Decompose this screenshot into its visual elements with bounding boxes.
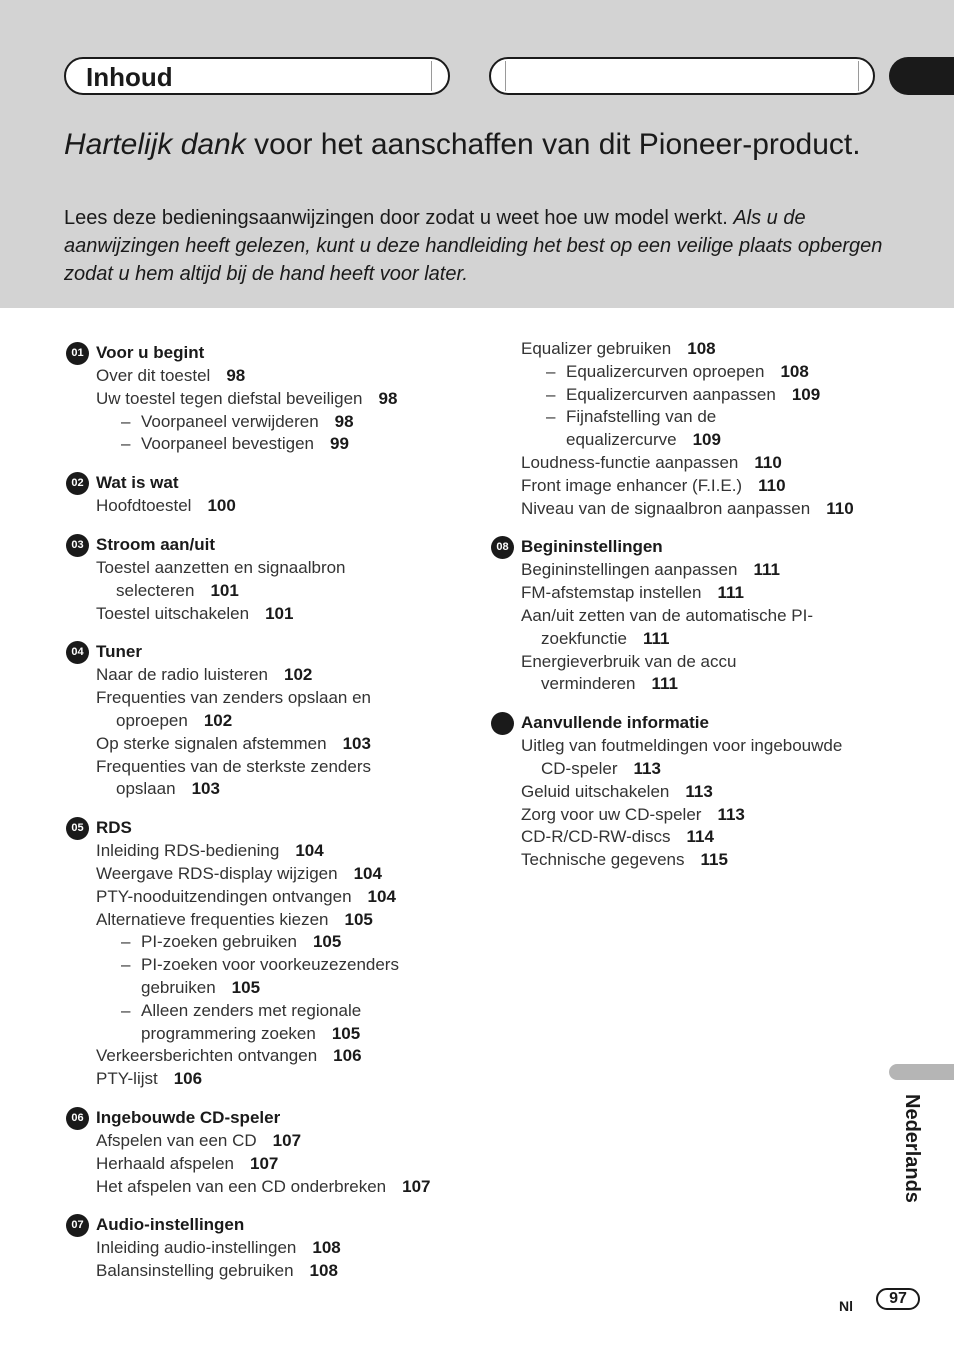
toc-entry[interactable]: Herhaald afspelen 107 (96, 1153, 279, 1173)
page-ref: 110 (754, 452, 782, 472)
toc-entry[interactable]: Frequenties van zenders opslaan en oproepen 102 (96, 688, 372, 730)
page-ref: 98 (226, 366, 246, 385)
toc-entry[interactable]: Equalizer gebruiken 108 (521, 339, 716, 358)
page-ref: 99 (329, 434, 349, 454)
toc-entry[interactable]: Weergave RDS-display wijzigen 104 (96, 863, 382, 883)
section-number-badge: 08 (491, 536, 514, 559)
page-ref: 104 (295, 841, 324, 861)
page-ref: 106 (173, 1069, 203, 1089)
section-number-badge: 04 (66, 641, 89, 664)
toc-section-07 (66, 1210, 486, 1283)
page-ref: 107 (402, 1176, 431, 1196)
toc-entry[interactable]: PTY-lijst 106 (96, 1069, 203, 1089)
toc-section-03 (66, 530, 486, 625)
blank-tab (489, 57, 875, 95)
page-ref: 108 (309, 1261, 338, 1281)
toc-subentry[interactable]: – Equalizercurven aanpassen 109 (521, 384, 911, 407)
page-ref: 105 (231, 977, 261, 997)
toc-entry[interactable]: Begininstellingen aanpassen 111 (521, 560, 780, 580)
dash-bullet: – (121, 1000, 131, 1020)
section-tab (64, 57, 450, 95)
section-number-badge: 06 (66, 1107, 89, 1130)
page-ref: 113 (633, 758, 661, 778)
dash-bullet: – (121, 932, 131, 952)
section-number-badge: 01 (66, 342, 89, 365)
toc-entry[interactable]: Afspelen van een CD 107 (96, 1130, 302, 1150)
page-ref: 102 (283, 665, 313, 685)
toc-section-06 (66, 1103, 486, 1198)
toc-section-07-continued (491, 338, 911, 520)
section-title[interactable]: Tuner (96, 642, 142, 662)
page-ref: 105 (331, 1023, 361, 1043)
toc-subentry[interactable]: – Alleen zenders met regionale programmering zoeken 105 (121, 1000, 362, 1043)
toc-section-02 (66, 468, 486, 518)
toc-entry[interactable]: Het afspelen van een CD onderbreken 107 (96, 1176, 431, 1196)
black-edge-tab (889, 57, 954, 95)
toc-column-left (66, 338, 486, 1295)
toc-entry[interactable]: PTY-nooduitzendingen ontvangen 104 (96, 886, 396, 906)
section-number-badge: 02 (66, 472, 89, 495)
toc-entry[interactable]: Uw toestel tegen diefstal beveiligen 98 (96, 388, 398, 408)
intro-plain: Lees deze bedieningsaanwijzingen door zodat u weet hoe uw model werkt. (64, 207, 734, 229)
language-code: Nl (839, 1298, 853, 1314)
toc-section-04 (66, 637, 486, 801)
page-header (0, 0, 954, 308)
section-number-badge: 03 (66, 534, 89, 557)
tab-divider (431, 61, 432, 91)
toc-entry[interactable]: Front image enhancer (F.I.E.) 110 (521, 475, 786, 495)
page-ref: 105 (312, 932, 342, 952)
page-ref: 111 (717, 583, 744, 603)
toc-entry[interactable]: Op sterke signalen afstemmen 103 (96, 733, 371, 753)
tab-divider-left (505, 61, 506, 91)
page-ref: 101 (210, 580, 239, 600)
dash-bullet: – (546, 384, 556, 404)
page-ref: 110 (826, 498, 854, 518)
section-number-badge: 05 (66, 817, 89, 840)
toc-subentry[interactable]: – PI-zoeken voor voorkeuzezenders gebruiken 105 (121, 955, 399, 997)
dash-bullet: – (121, 955, 131, 975)
page-ref: 103 (191, 779, 220, 799)
section-title[interactable]: Begininstellingen (521, 537, 663, 557)
page-ref: 108 (780, 361, 809, 381)
section-bullet-badge (491, 712, 514, 735)
section-title[interactable]: Ingebouwde CD-speler (96, 1107, 281, 1127)
toc-entry[interactable]: Loudness-functie aanpassen 110 (521, 452, 782, 472)
toc-subentry[interactable]: – PI-zoeken gebruiken 105 (96, 931, 486, 954)
section-title[interactable]: Audio-instellingen (96, 1215, 245, 1235)
toc-column-right (491, 338, 911, 884)
toc-entry[interactable]: Uitleg van foutmeldingen voor ingebouwde CD-speler 113 (521, 736, 843, 778)
page-ref: 115 (700, 850, 728, 870)
dash-bullet: – (546, 361, 556, 381)
toc-entry[interactable]: Inleiding audio-instellingen 108 (96, 1238, 341, 1258)
page-ref: 98 (334, 411, 354, 431)
toc-entry[interactable]: Frequenties van de sterkste zenders opslaan 103 (96, 756, 371, 799)
toc-section-08 (491, 532, 911, 696)
page-ref: 109 (692, 430, 721, 450)
toc-entry[interactable]: Over dit toestel 98 (96, 366, 246, 385)
page-ref: 114 (686, 827, 714, 847)
intro-text (64, 204, 894, 288)
toc-entry[interactable]: Niveau van de signaalbron aanpassen 110 (521, 498, 854, 518)
toc-entry[interactable]: Verkeersberichten ontvangen 106 (96, 1046, 362, 1066)
page-ref: 109 (791, 384, 821, 404)
toc-entry[interactable]: Naar de radio luisteren 102 (96, 665, 313, 685)
language-side-tab (889, 1064, 954, 1080)
intro-italic: Als u de aanwijzingen heeft gelezen, kunt u deze handleiding het best op een veilige plaats opbergen zodat u hem altijd bij de hand heeft voor later. (64, 207, 883, 285)
toc-entry[interactable]: Alternatieve frequenties kiezen 105 (96, 909, 373, 929)
section-title[interactable]: Stroom aan/uit (96, 534, 216, 554)
title-rest: voor het aanschaffen van dit Pioneer-product. (245, 128, 861, 161)
tab-divider-right (858, 61, 859, 91)
toc-entry[interactable]: Balansinstelling gebruiken 108 (96, 1261, 338, 1281)
page-ref: 103 (342, 733, 371, 753)
page-ref: 111 (753, 560, 780, 580)
page-ref: 113 (685, 781, 713, 801)
section-number-badge: 07 (66, 1214, 89, 1237)
section-title[interactable]: Voor u begint (96, 343, 205, 362)
section-title[interactable]: Wat is wat (96, 473, 179, 493)
page-ref: 107 (272, 1130, 302, 1150)
toc-subentry[interactable]: – Voorpaneel bevestigen 99 (96, 433, 486, 456)
page-ref: 111 (643, 628, 670, 648)
language-label: Nederlands (901, 1094, 923, 1203)
page-ref: 108 (312, 1238, 341, 1258)
dash-bullet: – (121, 411, 131, 431)
page-ref: 100 (207, 496, 236, 516)
page-ref: 111 (651, 674, 678, 694)
section-title[interactable]: Aanvullende informatie (521, 713, 709, 733)
toc-section-05 (66, 813, 486, 1091)
toc-entry[interactable]: Technische gegevens 115 (521, 850, 728, 870)
section-tab-label: Inhoud (86, 62, 173, 92)
toc-entry[interactable]: Inleiding RDS-bediening 104 (96, 841, 324, 861)
page-ref: 98 (378, 388, 398, 408)
page-ref: 110 (758, 475, 786, 495)
page-number: 97 (876, 1288, 920, 1310)
toc-subentry[interactable]: – Voorpaneel verwijderen 98 (96, 411, 486, 434)
toc-entry[interactable]: FM-afstemstap instellen 111 (521, 583, 744, 603)
dash-bullet: – (121, 434, 131, 454)
page-ref: 108 (687, 339, 716, 358)
page-ref: 107 (249, 1153, 279, 1173)
toc-entry[interactable]: Toestel uitschakelen 101 (96, 603, 294, 623)
toc-section-appendix (491, 708, 911, 872)
section-title[interactable]: RDS (96, 818, 132, 838)
toc-section-01 (66, 338, 486, 456)
page-ref: 104 (367, 886, 396, 906)
page-ref: 102 (203, 710, 233, 730)
toc-entry[interactable]: Geluid uitschakelen 113 (521, 781, 713, 801)
toc-entry[interactable]: Energieverbruik van de accu verminderen 111 (521, 651, 737, 694)
toc-subentry[interactable]: – Fijnafstelling van de equalizercurve 109 (546, 407, 721, 450)
toc-entry[interactable]: Aan/uit zetten van de automatische PI- zoekfunctie 111 (521, 605, 814, 648)
page-ref: 113 (717, 804, 745, 824)
dash-bullet: – (546, 407, 556, 427)
toc-subentry[interactable]: – Equalizercurven oproepen 108 (521, 361, 911, 384)
page-ref: 105 (344, 909, 373, 929)
page-title (64, 128, 884, 162)
page-ref: 106 (333, 1046, 362, 1066)
toc-entry[interactable]: Zorg voor uw CD-speler 113 (521, 804, 745, 824)
toc-entry[interactable]: CD-R/CD-RW-discs 114 (521, 827, 714, 847)
page-ref: 104 (353, 863, 382, 883)
toc-entry[interactable]: Hoofdtoestel 100 (96, 496, 236, 516)
page-ref: 101 (265, 603, 294, 623)
toc-entry[interactable]: Toestel aanzetten en signaalbron selecteren 101 (96, 557, 346, 600)
title-italic: Hartelijk dank (64, 128, 246, 161)
